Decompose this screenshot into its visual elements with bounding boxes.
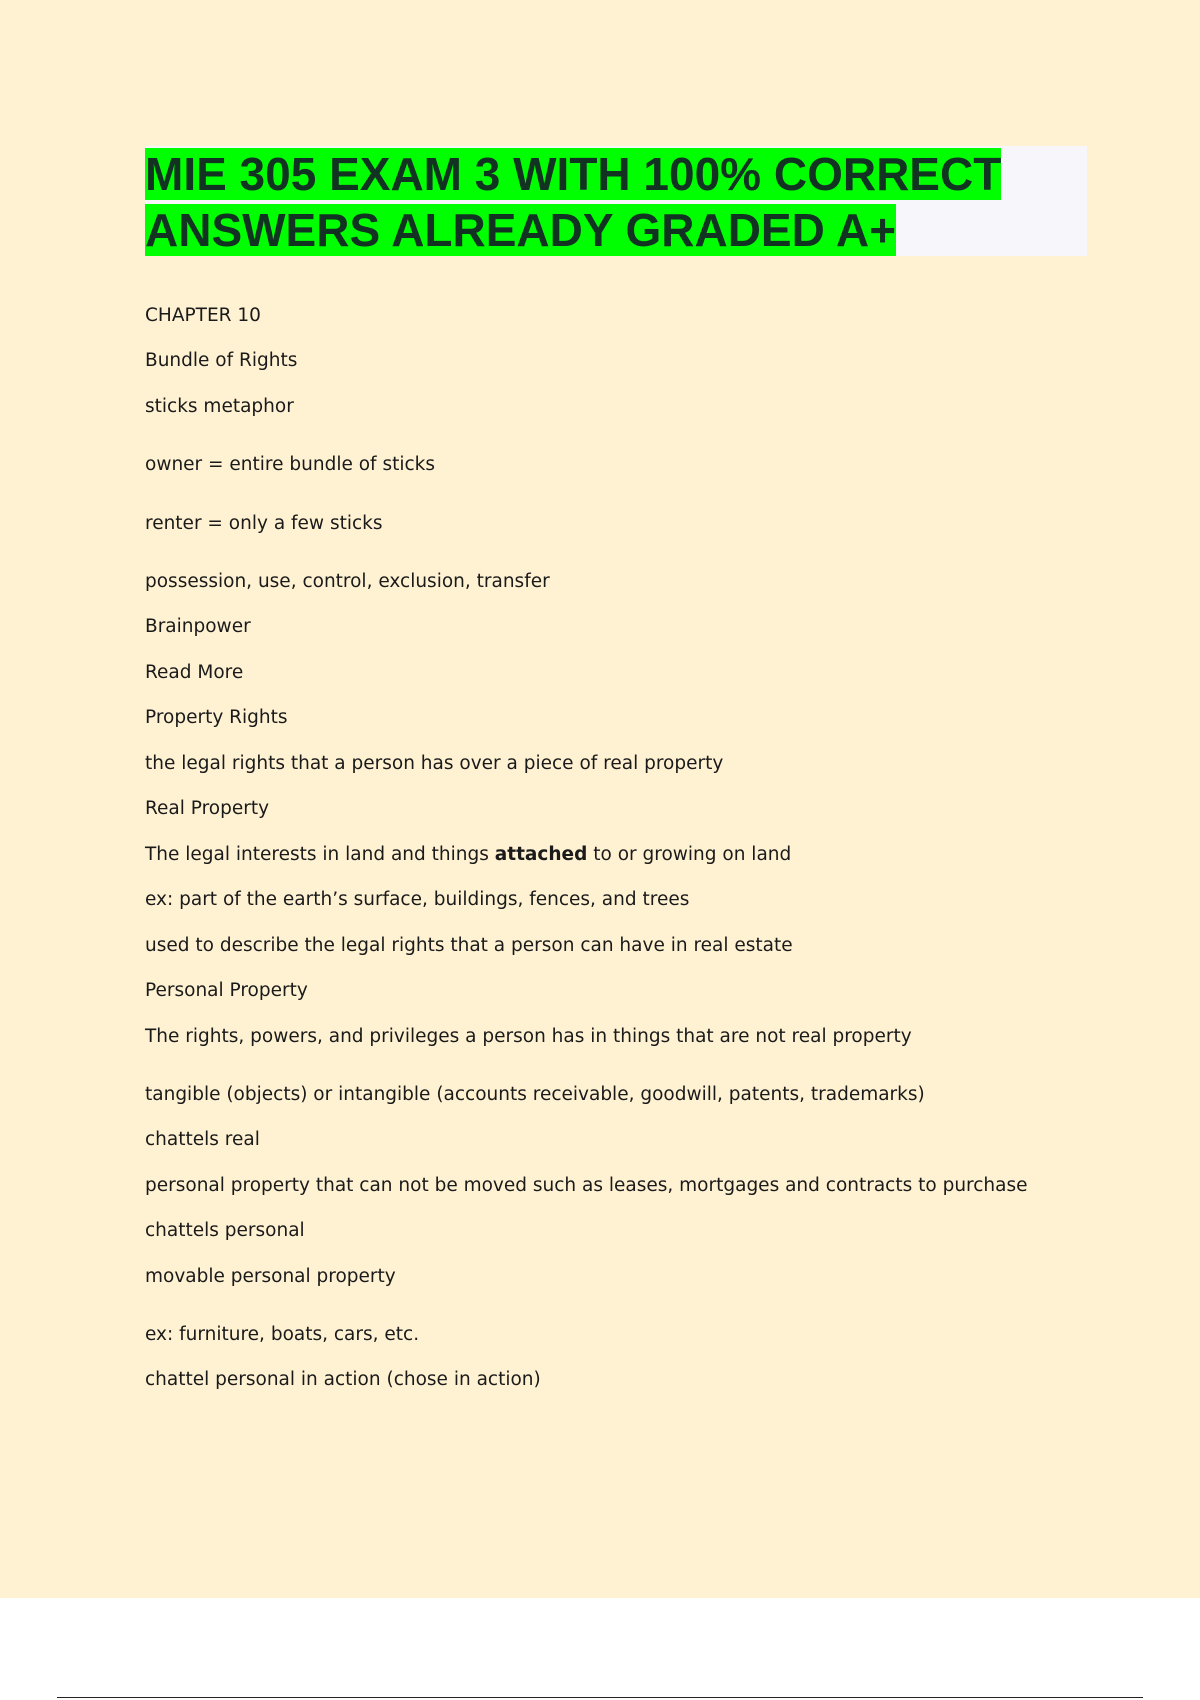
chapter-heading: CHAPTER 10 — [145, 305, 261, 326]
definition-line: renter = only a few sticks — [145, 513, 383, 534]
definition-line: used to describe the legal rights that a person can have in real estate — [145, 935, 793, 956]
term-brainpower: Brainpower — [145, 616, 251, 637]
term-property-rights: Property Rights — [145, 707, 288, 728]
definition-line: ex: part of the earth’s surface, buildings, fences, and trees — [145, 889, 690, 910]
title-line-2: ANSWERS ALREADY GRADED A+ — [145, 204, 896, 256]
term-chattels-personal: chattels personal — [145, 1220, 305, 1241]
definition-line: movable personal property — [145, 1266, 396, 1287]
definition-text: The legal interests in land and things — [145, 844, 495, 865]
definition-real-property — [145, 843, 791, 867]
title-line-1: MIE 305 EXAM 3 WITH 100% CORRECT — [145, 148, 1002, 200]
definition-line: The rights, powers, and privileges a person has in things that are not real property — [145, 1026, 912, 1047]
definition-line: sticks metaphor — [145, 396, 294, 417]
read-more-text: Read More — [145, 662, 244, 683]
definition-line: tangible (objects) or intangible (accounts receivable, goodwill, patents, trademarks) — [145, 1084, 925, 1105]
term-real-property: Real Property — [145, 798, 270, 819]
term-chattel-personal-in-action: chattel personal in action (chose in action) — [145, 1369, 541, 1390]
definition-text: to or growing on land — [587, 844, 792, 865]
definition-line: personal property that can not be moved such as leases, mortgages and contracts to purchase — [145, 1175, 1028, 1196]
definition-line: possession, use, control, exclusion, transfer — [145, 571, 550, 592]
definition-line: ex: furniture, boats, cars, etc. — [145, 1324, 420, 1345]
definition-line: owner = entire bundle of sticks — [145, 454, 435, 475]
term-chattels-real: chattels real — [145, 1129, 260, 1150]
bold-word: attached — [494, 844, 588, 865]
footer-divider — [57, 1697, 1143, 1698]
term-personal-property: Personal Property — [145, 980, 308, 1001]
term-bundle-of-rights: Bundle of Rights — [145, 350, 298, 371]
definition-line: the legal rights that a person has over a piece of real property — [145, 753, 724, 774]
document-title — [145, 146, 1045, 258]
